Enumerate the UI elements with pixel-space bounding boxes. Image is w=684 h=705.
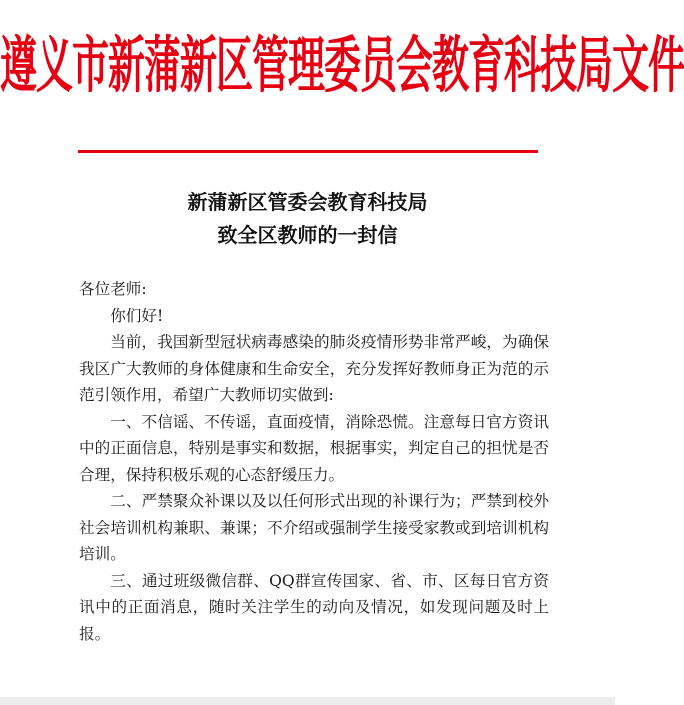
page-bottom-edge [0,697,615,705]
letter-title-line-1: 新蒲新区管委会教育科技局 [187,190,428,214]
red-header-text: 遵义市新蒲新区管理委员会教育科技局文件 [0,29,684,101]
letter-body [79,276,549,647]
paragraph-item-3: 三、通过班级微信群、QQ群宣传国家、省、市、区每日官方资讯中的正面消息，随时关注学生的动向及情况，如发现问题及时上报。 [79,571,549,643]
salutation: 各位老师: [79,280,147,298]
paragraph-intro: 当前，我国新型冠状病毒感染的肺炎疫情形势非常严峻，为确保我区广大教师的身体健康和生命安全，充分发挥好教师身正为范的示范引领作用，希望广大教师切实做到: [79,333,549,404]
paragraph-item-2: 二、严禁聚众补课以及以任何形式出现的补课行为；严禁到校外社会培训机构兼职、兼课；不介绍或强制学生接受家教或到培训机构培训。 [79,492,549,563]
greeting: 你们好! [110,306,164,325]
letter-title-line-2: 致全区教师的一封信 [217,223,398,247]
red-header-title [0,18,684,114]
red-header-rule [78,150,538,153]
paragraph-item-1: 一、不信谣、不传谣，直面疫情，消除恐慌。注意每日官方资讯中的正面信息，特别是事实和数据，根据事实，判定自己的担忧是否合理，保持积极乐观的心态舒缓压力。 [79,412,549,484]
